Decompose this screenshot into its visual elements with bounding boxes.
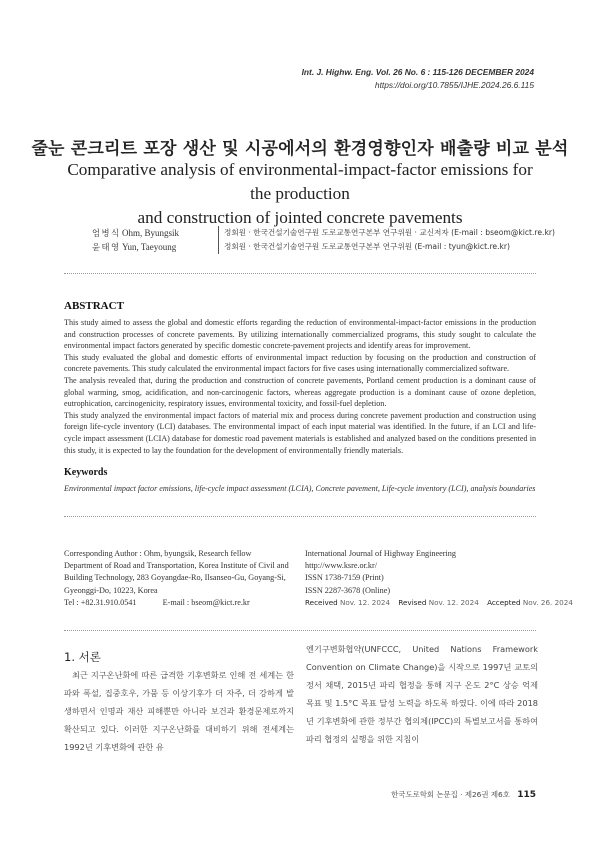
journal-citation: Int. J. Highw. Eng. Vol. 26 No. 6 : 115-126 DECEMBER 2024 bbox=[301, 67, 534, 77]
journal-info-block bbox=[305, 548, 573, 609]
abstract-heading: ABSTRACT bbox=[64, 300, 124, 312]
footer-journal: 한국도로학회 논문집 · 제26권 제6호 bbox=[391, 790, 510, 799]
author-english-name: Ohm, Byungsik bbox=[122, 228, 180, 238]
author-korean-name: 엄병식 bbox=[92, 228, 121, 238]
revised-label: Revised bbox=[398, 597, 427, 607]
page-number: 115 bbox=[517, 790, 536, 800]
intro-paragraph: 엔기구변화협약(UNFCCC, United Nations Framework Convention on Climate Change)을 시작으로 1997년 교토의정서 채택, 2015년 파리 협정을 통해 지구 온도 2°C 상승 억제 목표 및 1.5°C 목표 달성 노력을 하도록 하였다. 이에 따라 2018년 기후변화에 관한 정부간 협의체(IPCC)의 특별보고서를 통하여 파리 협정의 실행을 위한 지침이 bbox=[306, 644, 538, 744]
author-korean-name: 윤태영 bbox=[92, 242, 121, 252]
history-dates bbox=[305, 597, 573, 609]
author-english-name: Yun, Taeyoung bbox=[122, 242, 177, 252]
title-english-line1: Comparative analysis of environmental-impact-factor emissions for the production bbox=[67, 160, 533, 203]
issn-print: ISSN 1738-7159 (Print) bbox=[305, 573, 384, 583]
corresponding-line: Gyeonggi-Do, 10223, Korea bbox=[64, 585, 158, 595]
intro-paragraph: 최근 지구온난화에 따른 급격한 기후변화로 인해 전 세계는 한파와 폭설, 집중호우, 가뭄 등 이상기후가 더 자주, 더 강하게 발생하면서 인명과 재산 피해뿐만 아니라 보건과 환경문제로까지 확산되고 있다. 이러한 지구온난화를 대비하기 위해 전세계는 1992년 기후변화에 관한 유 bbox=[64, 670, 294, 752]
section-heading-introduction: 1. 서론 bbox=[64, 650, 101, 664]
corresponding-email[interactable]: E-mail : bseom@kict.re.kr bbox=[162, 597, 250, 607]
received-label: Received bbox=[305, 597, 338, 607]
accepted-label: Accepted bbox=[487, 597, 521, 607]
author-affiliation: 정회원 · 한국건설기술연구원 도로교통연구본부 연구위원 (E-mail : tyun@kict.re.kr) bbox=[218, 240, 510, 254]
corresponding-author-block bbox=[64, 548, 299, 609]
abstract-section bbox=[64, 300, 536, 456]
journal-url[interactable]: http://www.ksre.or.kr/ bbox=[305, 561, 378, 571]
corresponding-phone: Tel : +82.31.910.0541 bbox=[64, 597, 137, 607]
revised-date: Nov. 12. 2024 bbox=[428, 597, 479, 607]
corresponding-line: Building Technology, 283 Goyangdae-Ro, Ilsanseo-Gu, Goyang-Si, bbox=[64, 573, 286, 583]
issn-online: ISSN 2287-3678 (Online) bbox=[305, 585, 391, 595]
author-list bbox=[92, 226, 555, 254]
doi-link[interactable]: https://doi.org/10.7855/IJHE.2024.26.6.115 bbox=[374, 80, 534, 90]
section-divider bbox=[64, 516, 536, 517]
abstract-paragraph: This study evaluated the global and domestic efforts of environmental impact reduction by focusing on the production and construction of concrete pavements. This study calculated the environmental impact factors for five cases using internationally commercialized software. bbox=[64, 352, 536, 374]
journal-name: International Journal of Highway Engineering bbox=[305, 549, 456, 558]
keywords-heading: Keywords bbox=[64, 467, 108, 478]
abstract-paragraph: The analysis revealed that, during the production and construction of concrete pavements, Portland cement production is a dominant cause of global warming, smog, acidification, and non-carcinogenic factors, whereas aggregate production is a dominant cause of ozone depletion, eutrophication, carcinogenicity, respiratory issues, environmental toxicity, and fossil-fuel depletion. bbox=[64, 375, 536, 409]
corresponding-line: Corresponding Author : Ohm, byungsik, Research fellow bbox=[64, 549, 252, 558]
corresponding-contact bbox=[64, 597, 299, 609]
author-affiliation: 정회원 · 한국건설기술연구원 도로교통연구본부 연구위원 · 교신저자 (E-mail : bseom@kict.re.kr) bbox=[218, 226, 555, 240]
title-korean: 줄눈 콘크리트 포장 생산 및 시공에서의 환경영향인자 배출량 비교 분석 bbox=[31, 139, 569, 159]
title-english bbox=[60, 158, 540, 230]
section-divider bbox=[64, 630, 536, 631]
journal-header bbox=[302, 66, 534, 92]
intro-right-column bbox=[306, 640, 538, 748]
author-row bbox=[92, 240, 555, 254]
title-english-line2: and construction of jointed concrete pavements bbox=[137, 208, 463, 227]
section-divider bbox=[64, 273, 536, 274]
keywords-text: Environmental impact factor emissions, life-cycle impact assessment (LCIA), Concrete pavement, Life-cycle inventory (LCI), analysis boundaries bbox=[64, 484, 536, 493]
page-footer bbox=[391, 789, 536, 800]
author-row bbox=[92, 226, 555, 240]
intro-left-column bbox=[64, 666, 294, 756]
corresponding-line: Department of Road and Transportation, Korea Institute of Civil and bbox=[64, 561, 289, 571]
accepted-date: Nov. 26. 2024 bbox=[522, 597, 573, 607]
abstract-paragraph: This study analyzed the environmental impact factors of material mix and process during concrete pavement production and construction using foreign life-cycle inventory (LCI) databases. The environmental impact of each input material was identified. In the future, if an LCI and life-cycle impact assessment (LCIA) database for domestic road pavement materials is established and analyzed based on the conditions presented in this study, it is expected to lay the foundation for the development of environmentally friendly materials. bbox=[64, 410, 536, 455]
received-date: Nov. 12. 2024 bbox=[340, 597, 391, 607]
abstract-paragraph: This study aimed to assess the global and domestic efforts regarding the reduction of environmental-impact-factor emissions in the production and construction processes of concrete pavements. By utilizing internationally commercialized programs, this study sought to calculate the environmental impact factors generated by specific domestic concrete-pavement projects and identify areas for improvement. bbox=[64, 318, 536, 351]
